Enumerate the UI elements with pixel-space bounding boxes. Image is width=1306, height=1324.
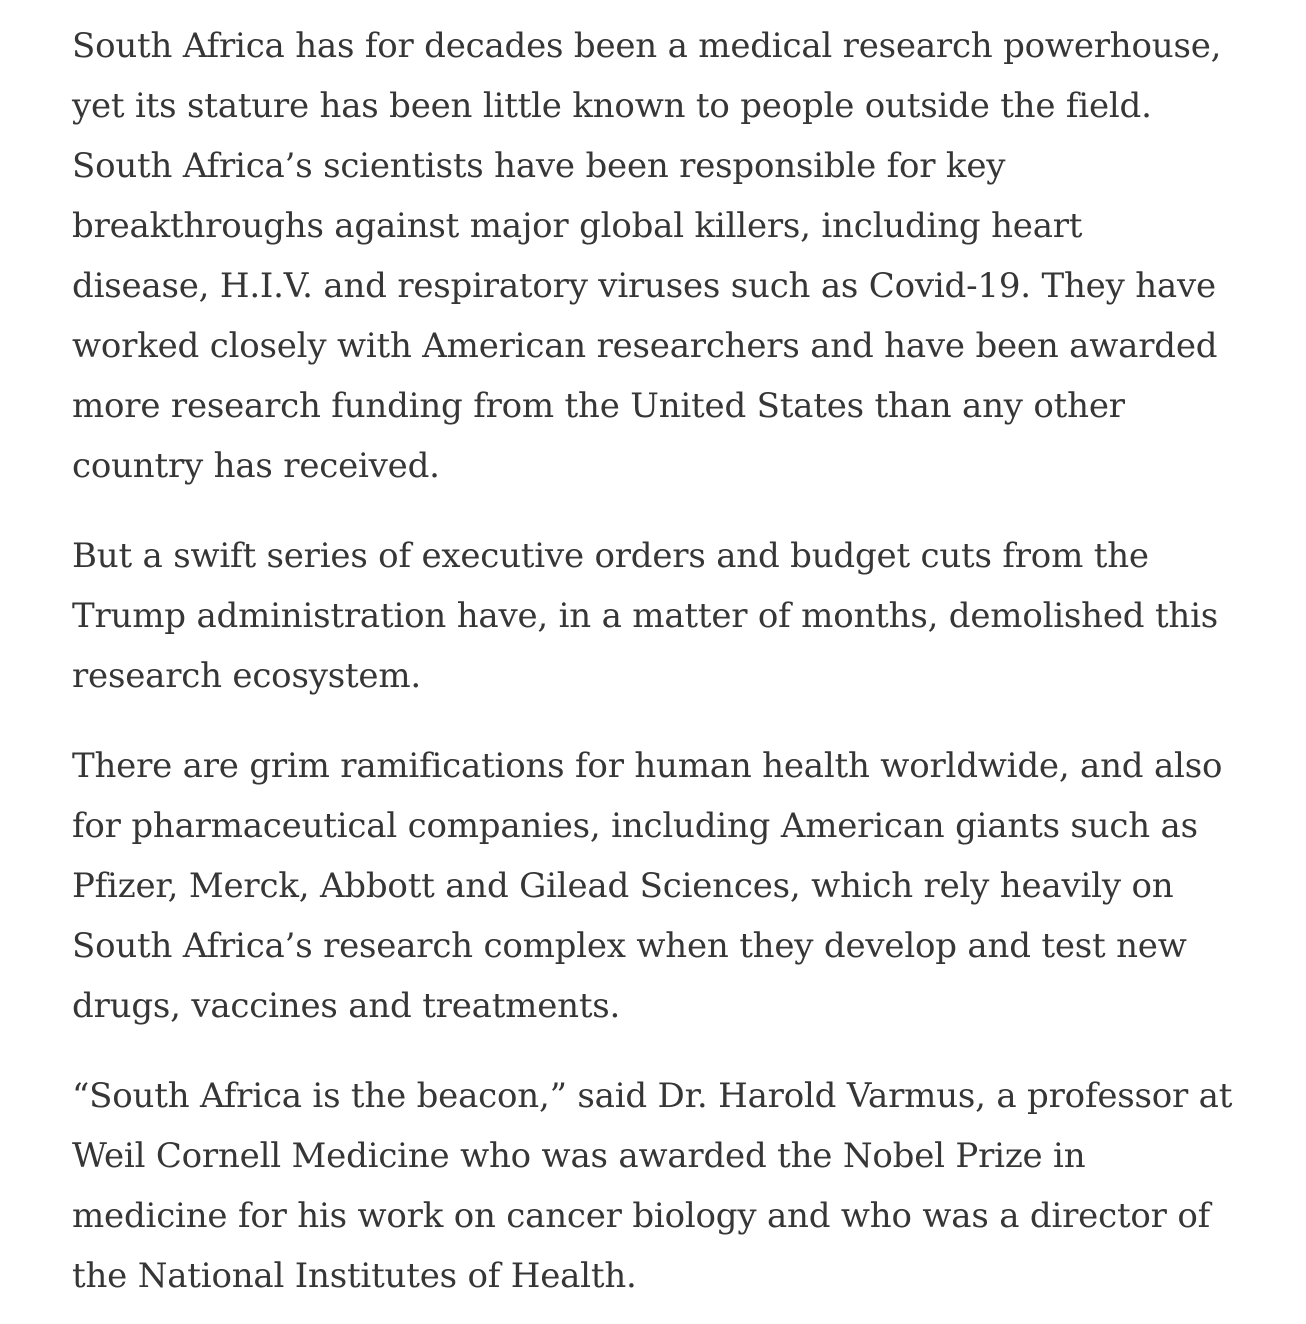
paragraph-3 [72, 736, 1282, 1036]
text-line: more research funding from the United States than any other [72, 386, 1125, 426]
text-line: the National Institutes of Health. [72, 1256, 637, 1296]
paragraph-1 [72, 16, 1282, 496]
article-body [72, 16, 1282, 1306]
text-line: disease, H.I.V. and respiratory viruses such as Covid-19. They have [72, 266, 1216, 306]
paragraph-2 [72, 526, 1282, 706]
text-line: South Africa has for decades been a medical research powerhouse, [72, 26, 1222, 66]
text-line: breakthroughs against major global killers, including heart [72, 206, 1083, 246]
text-line: Trump administration have, in a matter of months, demolished this [72, 596, 1219, 636]
paragraph-4 [72, 1066, 1282, 1306]
text-line: medicine for his work on cancer biology and who was a director of [72, 1196, 1210, 1236]
text-line: “South Africa is the beacon,” said Dr. Harold Varmus, a professor at [72, 1076, 1233, 1116]
text-line: But a swift series of executive orders and budget cuts from the [72, 536, 1149, 576]
text-line: South Africa’s scientists have been responsible for key [72, 146, 1006, 186]
text-line: Pfizer, Merck, Abbott and Gilead Sciences, which rely heavily on [72, 866, 1174, 906]
text-line: worked closely with American researchers and have been awarded [72, 326, 1218, 366]
text-line: country has received. [72, 446, 440, 486]
text-line: drugs, vaccines and treatments. [72, 986, 621, 1026]
text-line: research ecosystem. [72, 656, 421, 696]
text-line: South Africa’s research complex when they develop and test new [72, 926, 1187, 966]
text-line: yet its stature has been little known to people outside the field. [72, 86, 1152, 126]
text-line: Weil Cornell Medicine who was awarded the Nobel Prize in [72, 1136, 1086, 1176]
text-line: There are grim ramifications for human health worldwide, and also [72, 746, 1223, 786]
text-line: for pharmaceutical companies, including American giants such as [72, 806, 1198, 846]
